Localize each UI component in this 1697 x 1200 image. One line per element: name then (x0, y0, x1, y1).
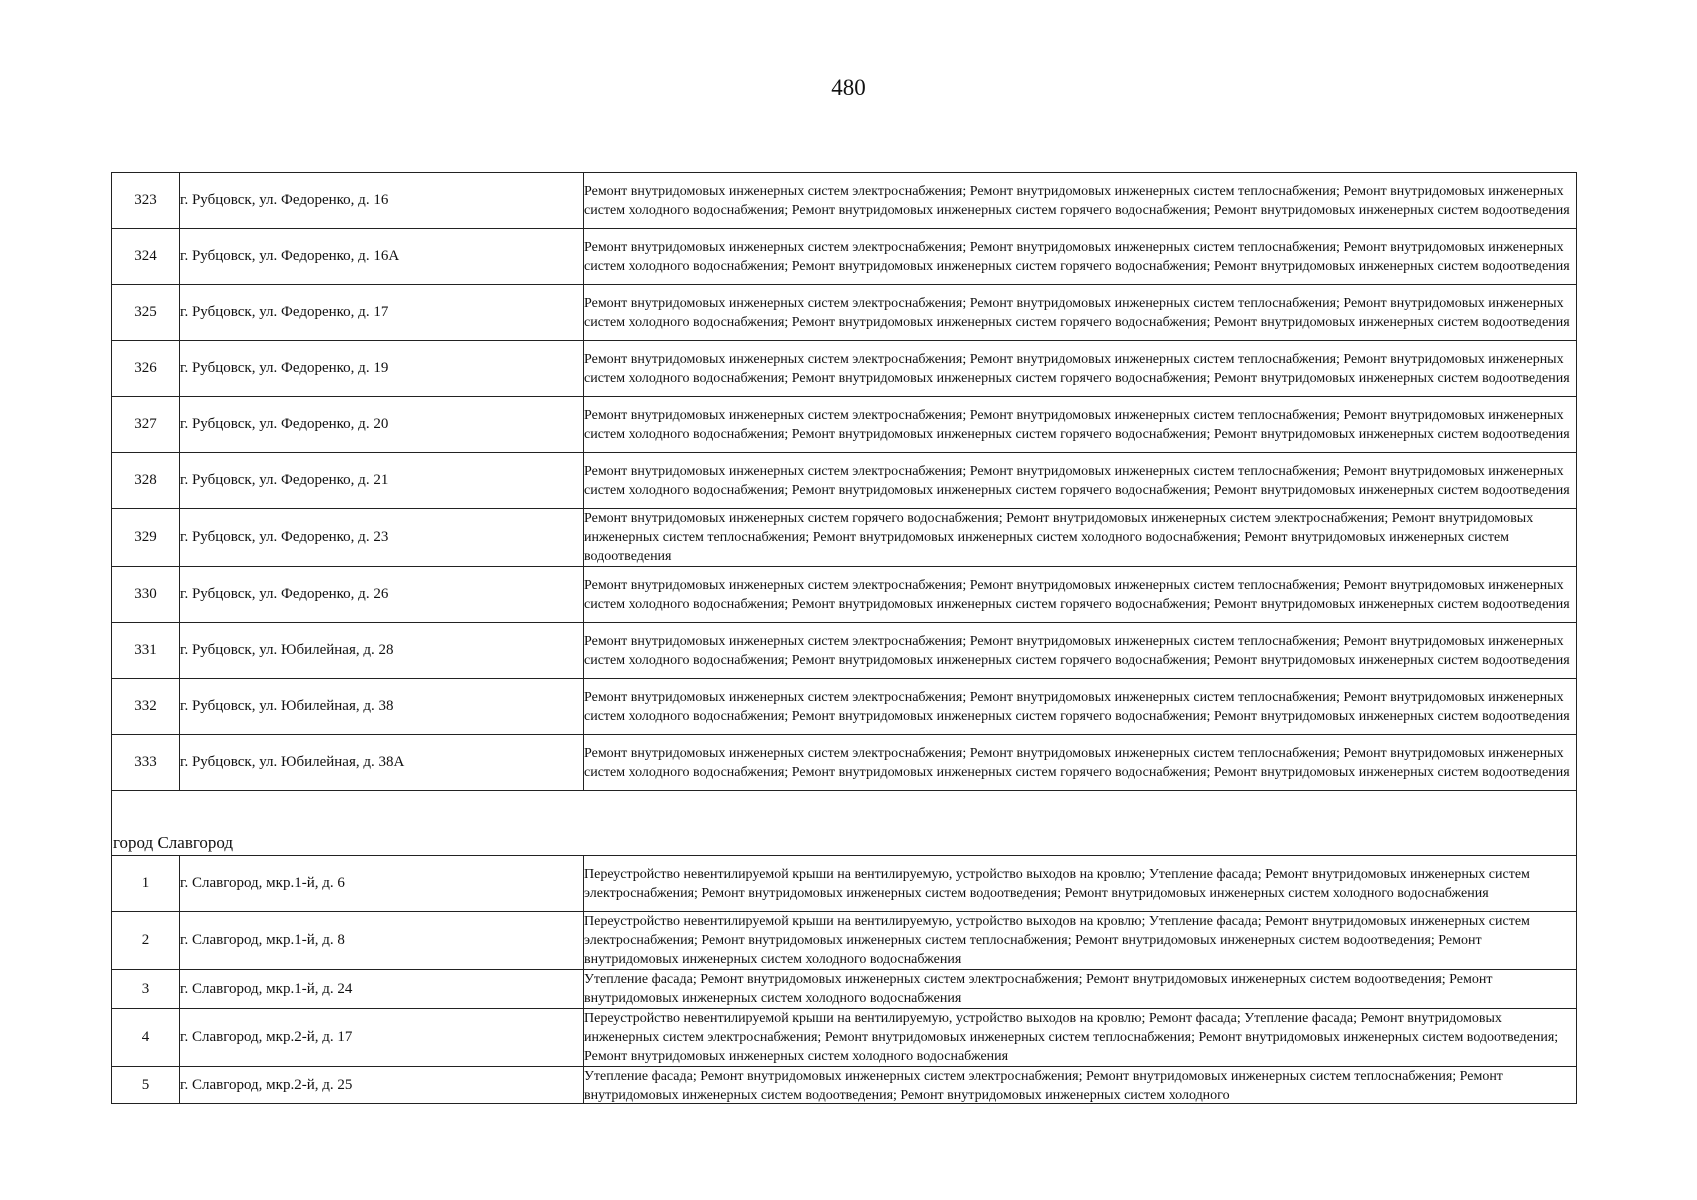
table-row (112, 623, 1577, 679)
section-spacer-row (112, 791, 1577, 832)
row-address: г. Славгород, мкр.1-й, д. 6 (180, 856, 584, 912)
table-row (112, 285, 1577, 341)
section-spacer (112, 791, 1577, 832)
row-number: 3 (112, 970, 180, 1009)
row-address: г. Рубцовск, ул. Федоренко, д. 20 (180, 397, 584, 453)
table-row (112, 453, 1577, 509)
page-number: 480 (831, 75, 866, 100)
row-works: Ремонт внутридомовых инженерных систем электроснабжения; Ремонт внутридомовых инженерных систем теплоснабжения; Ремонт внутридомовых инженерных систем холодного водоснабжения; Ремонт внутридомовых инженерных систем горячего водоснабжения; Ремонт внутридомовых инженерных систем водоотведения (584, 285, 1577, 341)
table-row (112, 397, 1577, 453)
table-row (112, 912, 1577, 970)
row-address: г. Славгород, мкр.1-й, д. 24 (180, 970, 584, 1009)
row-works: Ремонт внутридомовых инженерных систем электроснабжения; Ремонт внутридомовых инженерных систем теплоснабжения; Ремонт внутридомовых инженерных систем холодного водоснабжения; Ремонт внутридомовых инженерных систем горячего водоснабжения; Ремонт внутридомовых инженерных систем водоотведения (584, 679, 1577, 735)
row-address: г. Рубцовск, ул. Федоренко, д. 26 (180, 567, 584, 623)
row-works: Утепление фасада; Ремонт внутридомовых инженерных систем электроснабжения; Ремонт внутридомовых инженерных систем водоотведения; Ремонт внутридомовых инженерных систем холодного водоснабжения (584, 970, 1577, 1009)
repair-register-table (111, 172, 1577, 1104)
table-row (112, 735, 1577, 791)
row-works: Ремонт внутридомовых инженерных систем горячего водоснабжения; Ремонт внутридомовых инженерных систем электроснабжения; Ремонт внутридомовых инженерных систем теплоснабжения; Ремонт внутридомовых инженерных систем холодного водоснабжения; Ремонт внутридомовых инженерных систем водоотведения (584, 509, 1577, 567)
row-works-text: Утепление фасада; Ремонт внутридомовых инженерных систем электроснабжения; Ремонт внутридомовых инженерных систем теплоснабжения; Ремонт внутридомовых инженерных систем водоотведения; Ремонт внутридомовых инженерных систем холодного (584, 1069, 1503, 1103)
row-works: Переустройство невентилируемой крыши на вентилируемую, устройство выходов на кровлю; Утепление фасада; Ремонт внутридомовых инженерных систем электроснабжения; Ремонт внутридомовых инженерных систем теплоснабжения; Ремонт внутридомовых инженерных систем водоотведения; Ремонт внутридомовых инженерных систем холодного водоснабжения (584, 912, 1577, 970)
row-number: 4 (112, 1009, 180, 1067)
table-row (112, 856, 1577, 912)
row-works: Ремонт внутридомовых инженерных систем электроснабжения; Ремонт внутридомовых инженерных систем теплоснабжения; Ремонт внутридомовых инженерных систем холодного водоснабжения; Ремонт внутридомовых инженерных систем горячего водоснабжения; Ремонт внутридомовых инженерных систем водоотведения (584, 397, 1577, 453)
row-number: 323 (112, 173, 180, 229)
row-number: 325 (112, 285, 180, 341)
section-header-row (112, 831, 1577, 856)
row-works: Ремонт внутридомовых инженерных систем электроснабжения; Ремонт внутридомовых инженерных систем теплоснабжения; Ремонт внутридомовых инженерных систем холодного водоснабжения; Ремонт внутридомовых инженерных систем горячего водоснабжения; Ремонт внутридомовых инженерных систем водоотведения (584, 229, 1577, 285)
row-address: г. Рубцовск, ул. Юбилейная, д. 28 (180, 623, 584, 679)
section-title: город Славгород (112, 831, 1577, 856)
table-row (112, 679, 1577, 735)
table-row (112, 341, 1577, 397)
row-address: г. Рубцовск, ул. Федоренко, д. 17 (180, 285, 584, 341)
row-works: Переустройство невентилируемой крыши на вентилируемую, устройство выходов на кровлю; Ремонт фасада; Утепление фасада; Ремонт внутридомовых инженерных систем электроснабжения; Ремонт внутридомовых инженерных систем теплоснабжения; Ремонт внутридомовых инженерных систем водоотведения; Ремонт внутридомовых инженерных систем холодного водоснабжения (584, 1009, 1577, 1067)
row-number: 331 (112, 623, 180, 679)
table-row (112, 1067, 1577, 1104)
row-address: г. Рубцовск, ул. Юбилейная, д. 38 (180, 679, 584, 735)
row-number: 329 (112, 509, 180, 567)
table-row (112, 970, 1577, 1009)
table-row (112, 1009, 1577, 1067)
row-address: г. Рубцовск, ул. Федоренко, д. 21 (180, 453, 584, 509)
row-address: г. Рубцовск, ул. Федоренко, д. 23 (180, 509, 584, 567)
table-row (112, 567, 1577, 623)
row-address: г. Славгород, мкр.2-й, д. 17 (180, 1009, 584, 1067)
row-number: 1 (112, 856, 180, 912)
row-number: 324 (112, 229, 180, 285)
row-works: Ремонт внутридомовых инженерных систем электроснабжения; Ремонт внутридомовых инженерных систем теплоснабжения; Ремонт внутридомовых инженерных систем холодного водоснабжения; Ремонт внутридомовых инженерных систем горячего водоснабжения; Ремонт внутридомовых инженерных систем водоотведения (584, 735, 1577, 791)
row-number: 332 (112, 679, 180, 735)
row-number: 330 (112, 567, 180, 623)
row-address: г. Рубцовск, ул. Федоренко, д. 16 (180, 173, 584, 229)
row-number: 327 (112, 397, 180, 453)
row-number: 328 (112, 453, 180, 509)
row-works: Ремонт внутридомовых инженерных систем электроснабжения; Ремонт внутридомовых инженерных систем теплоснабжения; Ремонт внутридомовых инженерных систем холодного водоснабжения; Ремонт внутридомовых инженерных систем горячего водоснабжения; Ремонт внутридомовых инженерных систем водоотведения (584, 567, 1577, 623)
row-works: Переустройство невентилируемой крыши на вентилируемую, устройство выходов на кровлю; Утепление фасада; Ремонт внутридомовых инженерных систем электроснабжения; Ремонт внутридомовых инженерных систем водоотведения; Ремонт внутридомовых инженерных систем холодного водоснабжения (584, 856, 1577, 912)
row-number: 333 (112, 735, 180, 791)
row-works (584, 1067, 1577, 1104)
table-row (112, 509, 1577, 567)
row-address: г. Рубцовск, ул. Федоренко, д. 16А (180, 229, 584, 285)
row-number: 2 (112, 912, 180, 970)
row-works: Ремонт внутридомовых инженерных систем электроснабжения; Ремонт внутридомовых инженерных систем теплоснабжения; Ремонт внутридомовых инженерных систем холодного водоснабжения; Ремонт внутридомовых инженерных систем горячего водоснабжения; Ремонт внутридомовых инженерных систем водоотведения (584, 623, 1577, 679)
row-works: Ремонт внутридомовых инженерных систем электроснабжения; Ремонт внутридомовых инженерных систем теплоснабжения; Ремонт внутридомовых инженерных систем холодного водоснабжения; Ремонт внутридомовых инженерных систем горячего водоснабжения; Ремонт внутридомовых инженерных систем водоотведения (584, 341, 1577, 397)
row-address: г. Славгород, мкр.1-й, д. 8 (180, 912, 584, 970)
row-address: г. Рубцовск, ул. Юбилейная, д. 38А (180, 735, 584, 791)
row-number: 326 (112, 341, 180, 397)
table-body (112, 173, 1577, 1104)
row-works: Ремонт внутридомовых инженерных систем электроснабжения; Ремонт внутридомовых инженерных систем теплоснабжения; Ремонт внутридомовых инженерных систем холодного водоснабжения; Ремонт внутридомовых инженерных систем горячего водоснабжения; Ремонт внутридомовых инженерных систем водоотведения (584, 453, 1577, 509)
table-row (112, 173, 1577, 229)
row-number: 5 (112, 1067, 180, 1104)
row-address: г. Рубцовск, ул. Федоренко, д. 19 (180, 341, 584, 397)
row-works: Ремонт внутридомовых инженерных систем электроснабжения; Ремонт внутридомовых инженерных систем теплоснабжения; Ремонт внутридомовых инженерных систем холодного водоснабжения; Ремонт внутридомовых инженерных систем горячего водоснабжения; Ремонт внутридомовых инженерных систем водоотведения (584, 173, 1577, 229)
table-row (112, 229, 1577, 285)
row-address: г. Славгород, мкр.2-й, д. 25 (180, 1067, 584, 1104)
